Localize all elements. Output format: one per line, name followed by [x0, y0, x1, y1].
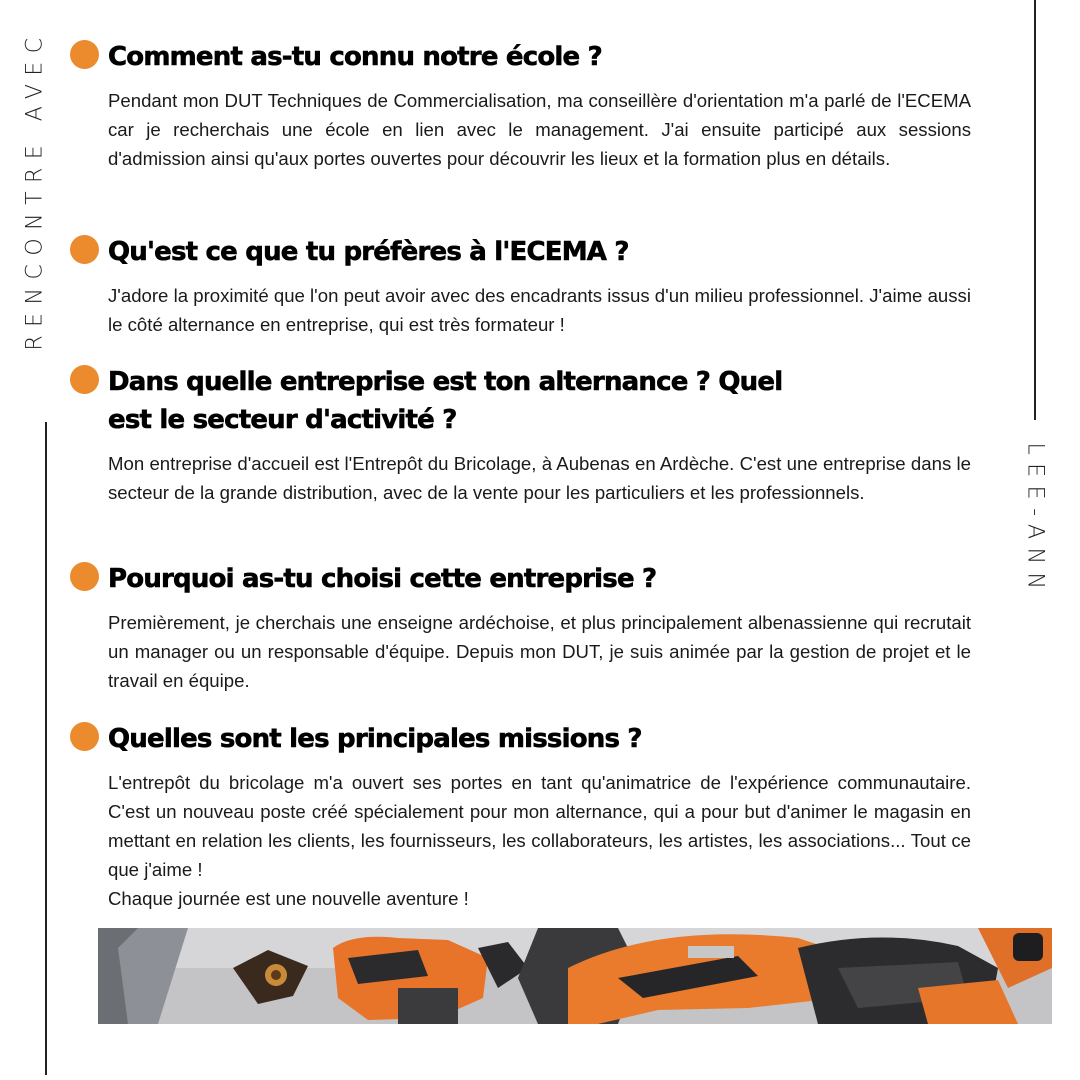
answer-paragraph: J'adore la proximité que l'on peut avoir avec des encadrants issus d'un milieu professionnel. J'aime aussi le côté alternance en entreprise, qui est très formateur ! [108, 285, 971, 335]
question-block [70, 720, 970, 913]
left-divider [45, 422, 47, 1075]
answer-paragraph: Premièrement, je cherchais une enseigne ardéchoise, et plus principalement albenassienne qui recrutait un manager ou un responsable d'équipe. Depuis mon DUT, je suis animée par la gestion de projet et le travail en équipe. [108, 612, 971, 691]
side-label-left [20, 10, 50, 370]
bullet-dot-icon [70, 562, 99, 591]
answer-text [108, 449, 971, 507]
side-label-right [1020, 435, 1050, 605]
question-block [70, 560, 970, 695]
bullet-dot-icon [70, 235, 99, 264]
answer-text [108, 86, 971, 173]
question-block [70, 38, 970, 173]
question-title-line: est le secteur d'activité ? [108, 405, 457, 435]
bullet-dot-icon [70, 365, 99, 394]
answer-text [108, 281, 971, 339]
bullet-dot-icon [70, 722, 99, 751]
question-title: Comment as-tu connu notre école ? [108, 42, 602, 72]
question-block [70, 363, 970, 507]
question-title-line: Dans quelle entreprise est ton alternance ? Quel [108, 367, 783, 397]
power-tools-photo-icon [98, 928, 1052, 1024]
answer-closing: Chaque journée est une nouvelle aventure ! [108, 888, 469, 909]
rencontre-avec-label: RENCONTRE AVEC [22, 29, 48, 351]
bullet-dot-icon [70, 40, 99, 69]
answer-text [108, 768, 971, 913]
question-title [108, 363, 782, 439]
question-title: Quelles sont les principales missions ? [108, 724, 642, 754]
question-block [70, 233, 970, 339]
question-title: Qu'est ce que tu préfères à l'ECEMA ? [108, 237, 629, 267]
answer-paragraph: Pendant mon DUT Techniques de Commercialisation, ma conseillère d'orientation m'a parlé de l'ECEMA car je recherchais une école en lien avec le management. J'ai ensuite participé aux sessions d'admission ainsi qu'aux portes ouvertes pour découvrir les lieux et la formation plus en détails. [108, 90, 971, 169]
answer-paragraph: Mon entreprise d'accueil est l'Entrepôt du Bricolage, à Aubenas en Ardèche. C'est une entreprise dans le secteur de la grande distribution, avec de la vente pour les particuliers et les professionnels. [108, 453, 971, 503]
right-divider [1034, 0, 1036, 420]
answer-text [108, 608, 971, 695]
answer-paragraph: L'entrepôt du bricolage m'a ouvert ses portes en tant qu'animatrice de l'expérience communautaire. C'est un nouveau poste créé spécialement pour mon alternance, qui a pour but d'animer le magasin en mettant en relation les clients, les fournisseurs, les collaborateurs, les artistes, les associations... Tout ce que j'aime ! [108, 772, 971, 880]
question-title: Pourquoi as-tu choisi cette entreprise ? [108, 564, 657, 594]
name-label: LEE-ANN [1022, 442, 1048, 598]
